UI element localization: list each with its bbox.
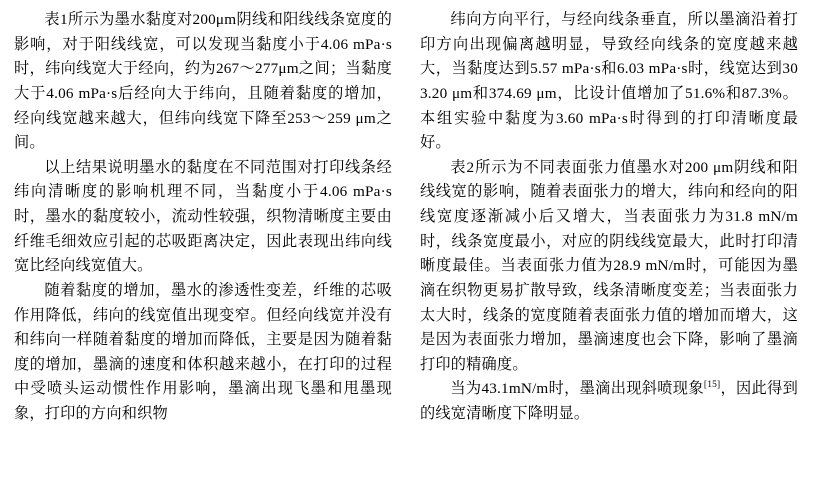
paragraph-with-citation (420, 377, 798, 426)
paragraph: 表1所示为墨水黏度对200μm阴线和阳线线条宽度的影响，对于阳线线宽，可以发现当黏度小于4.06 mPa·s时，纬向线宽大于经向，约为267～277μm之间；当黏度大于4.06 mPa·s后经向大于纬向，且随着黏度的增加，经向线宽越来越大，但纬向线宽下降至253～259 μm之间。 (14, 11, 392, 152)
paragraph: 以上结果说明墨水的黏度在不同范围对打印线条经纬向清晰度的影响机理不同，当黏度小于4.06 mPa·s时，墨水的黏度较小，流动性较强，织物清晰度主要由纤维毛细效应引起的芯吸距离决定，因此表现出纬向线宽比经向线宽值大。 (14, 158, 392, 275)
paragraph-text-before: 当为43.1mN/m时，墨滴出现斜喷现象 (450, 380, 704, 398)
paragraph: 随着黏度的增加，墨水的渗透性变差，纤维的芯吸作用降低，纬向的线宽值出现变窄。但经向线宽并没有和纬向一样随着黏度的增加而降低，主要是因为随着黏度的增加，墨滴的速度和体积越来越小，在打印的过程中受喷头运动惯性作用影响，墨滴出现飞墨和甩墨现象，打印的方向和织物 (14, 281, 392, 422)
citation-marker: [15] (703, 380, 721, 391)
paragraph: 纬向方向平行，与经向线条垂直，所以墨滴沿着打印方向出现偏离越明显，导致经向线条的宽度越来越大，当黏度达到5.57 mPa·s和6.03 mPa·s时，线宽达到303.20 μm和374.69 μm，比设计值增加了51.6%和87.3%。本组实验中黏度为3.60 mPa·s时得到的打印清晰度最好。 (420, 11, 798, 152)
paragraph: 表2所示为不同表面张力值墨水对200 μm阴线和阳线线宽的影响，随着表面张力的增大，纬向和经向的阳线宽度逐渐减小后又增大，当表面张力为31.8 mN/m时，线条宽度最小，对应的阴线线宽最大，此时打印清晰度最佳。当表面张力值为28.9 mN/m时，可能因为墨滴在织物更易扩散导致，线条清晰度变差；当表面张力太大时，线条的宽度随着表面张力值的增加而增大，这是因为表面张力增加，墨滴速度也会下降，影响了墨滴打印的精确度。 (420, 158, 798, 373)
two-column-body (14, 8, 806, 427)
right-column (420, 8, 798, 427)
left-column (14, 8, 392, 427)
paragraph-text-after: ，因此得到的线宽清晰度下降明显。 (420, 380, 798, 422)
